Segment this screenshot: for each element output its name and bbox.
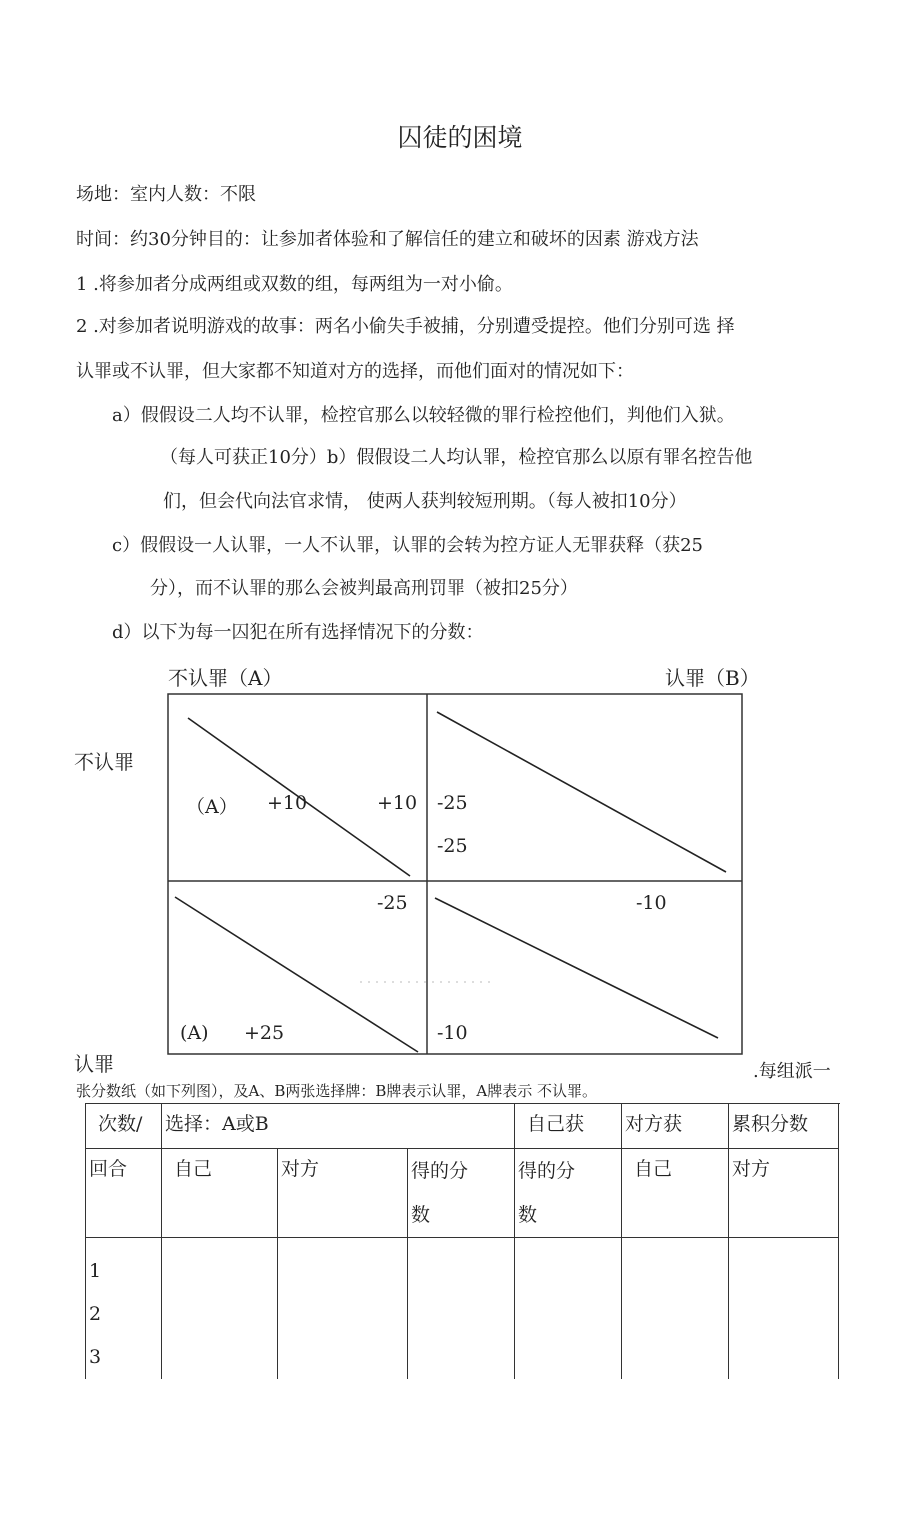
cell-12-value-2: -25: [437, 835, 468, 857]
table-row: [86, 1238, 839, 1380]
case-b-line-2: 们，但会代向法官求情， 使两人获判较短刑期。（每人被扣10分）: [163, 491, 687, 512]
cell-11-value-1: +10: [267, 792, 308, 814]
cell-22-top-value: -10: [636, 892, 667, 914]
cell-total-other: [729, 1238, 839, 1380]
matrix-row-guilty: 认罪: [74, 1052, 114, 1076]
case-a: a）假假设二人均不认罪，检控官那么以较轻微的罪行检控他们，判他们入狱。: [112, 405, 735, 426]
venue-line: 场地：室内人数：不限: [76, 184, 256, 205]
header-total-other: 对方: [729, 1149, 839, 1238]
header-choice: 选择：A或B: [162, 1104, 515, 1149]
header-total-self: 自己: [622, 1149, 729, 1238]
header-round-2: 回合: [86, 1149, 162, 1238]
matrix-row-not-guilty: 不认罪: [74, 750, 134, 774]
case-c-line-2: 分），而不认罪的那么会被判最高刑罚罪（被扣25分）: [150, 578, 578, 599]
round-numbers: 1 2 3: [86, 1238, 162, 1380]
matrix-col-not-guilty: 不认罪（A）: [168, 666, 283, 690]
note-line: 张分数纸（如下列图），及A、B两张选择牌：B牌表示认罪，A牌表示 不认罪。: [76, 1082, 597, 1100]
cell-22-bottom-value: -10: [437, 1022, 468, 1044]
table-header-row-1: [86, 1104, 839, 1149]
header-round: 次数/: [86, 1104, 162, 1149]
header-other-score: 对方获: [622, 1104, 729, 1149]
step-2-line-1: 2 .对参加者说明游戏的故事：两名小偷失手被捕，分别遭受提控。他们分别可选 择: [76, 316, 735, 337]
cell-choice-other: [278, 1238, 408, 1380]
cell-self-score: [408, 1238, 515, 1380]
matrix-col-guilty: 认罪（B）: [665, 666, 760, 690]
page-title: 囚徒的困境: [397, 123, 523, 152]
header-choice-other: 对方: [278, 1149, 408, 1238]
time-purpose-line: 时间：约30分钟目的：让参加者体验和了解信任的建立和破坏的因素 游戏方法: [76, 229, 699, 250]
cell-other-score: [515, 1238, 622, 1380]
cell-12-value-1: -25: [437, 792, 468, 814]
header-choice-self: 自己: [162, 1149, 278, 1238]
cell-choice-self: [162, 1238, 278, 1380]
step-2-line-2: 认罪或不认罪，但大家都不知道对方的选择，而他们面对的情况如下：: [76, 361, 634, 382]
header-other-score-2: 得的分 数: [515, 1149, 622, 1238]
header-total: 累积分数: [729, 1104, 839, 1149]
cell-11-value-2: +10: [377, 792, 418, 814]
case-c-line-1: c）假假设一人认罪，一人不认罪，认罪的会转为控方证人无罪获释（获25: [112, 535, 703, 556]
header-self-score: 自己获: [515, 1104, 622, 1149]
case-d: d）以下为每一囚犯在所有选择情况下的分数：: [112, 622, 484, 643]
note-right: .每组派一: [753, 1061, 831, 1082]
header-self-score-2: 得的分 数: [408, 1149, 515, 1238]
cell-11-label: （A）: [186, 796, 238, 818]
cell-21-value: +25: [244, 1022, 285, 1044]
score-sheet-table: [85, 1103, 839, 1379]
cell-total-self: [622, 1238, 729, 1380]
cell-21-top-value: -25: [377, 892, 408, 914]
case-b-line-1: （每人可获正10分）b）假假设二人均认罪，检控官那么以原有罪名控告他: [160, 447, 753, 468]
step-1: 1 .将参加者分成两组或双数的组，每两组为一对小偷。: [76, 274, 513, 295]
cell-21-label: (A): [180, 1022, 209, 1044]
table-header-row-2: [86, 1149, 839, 1238]
